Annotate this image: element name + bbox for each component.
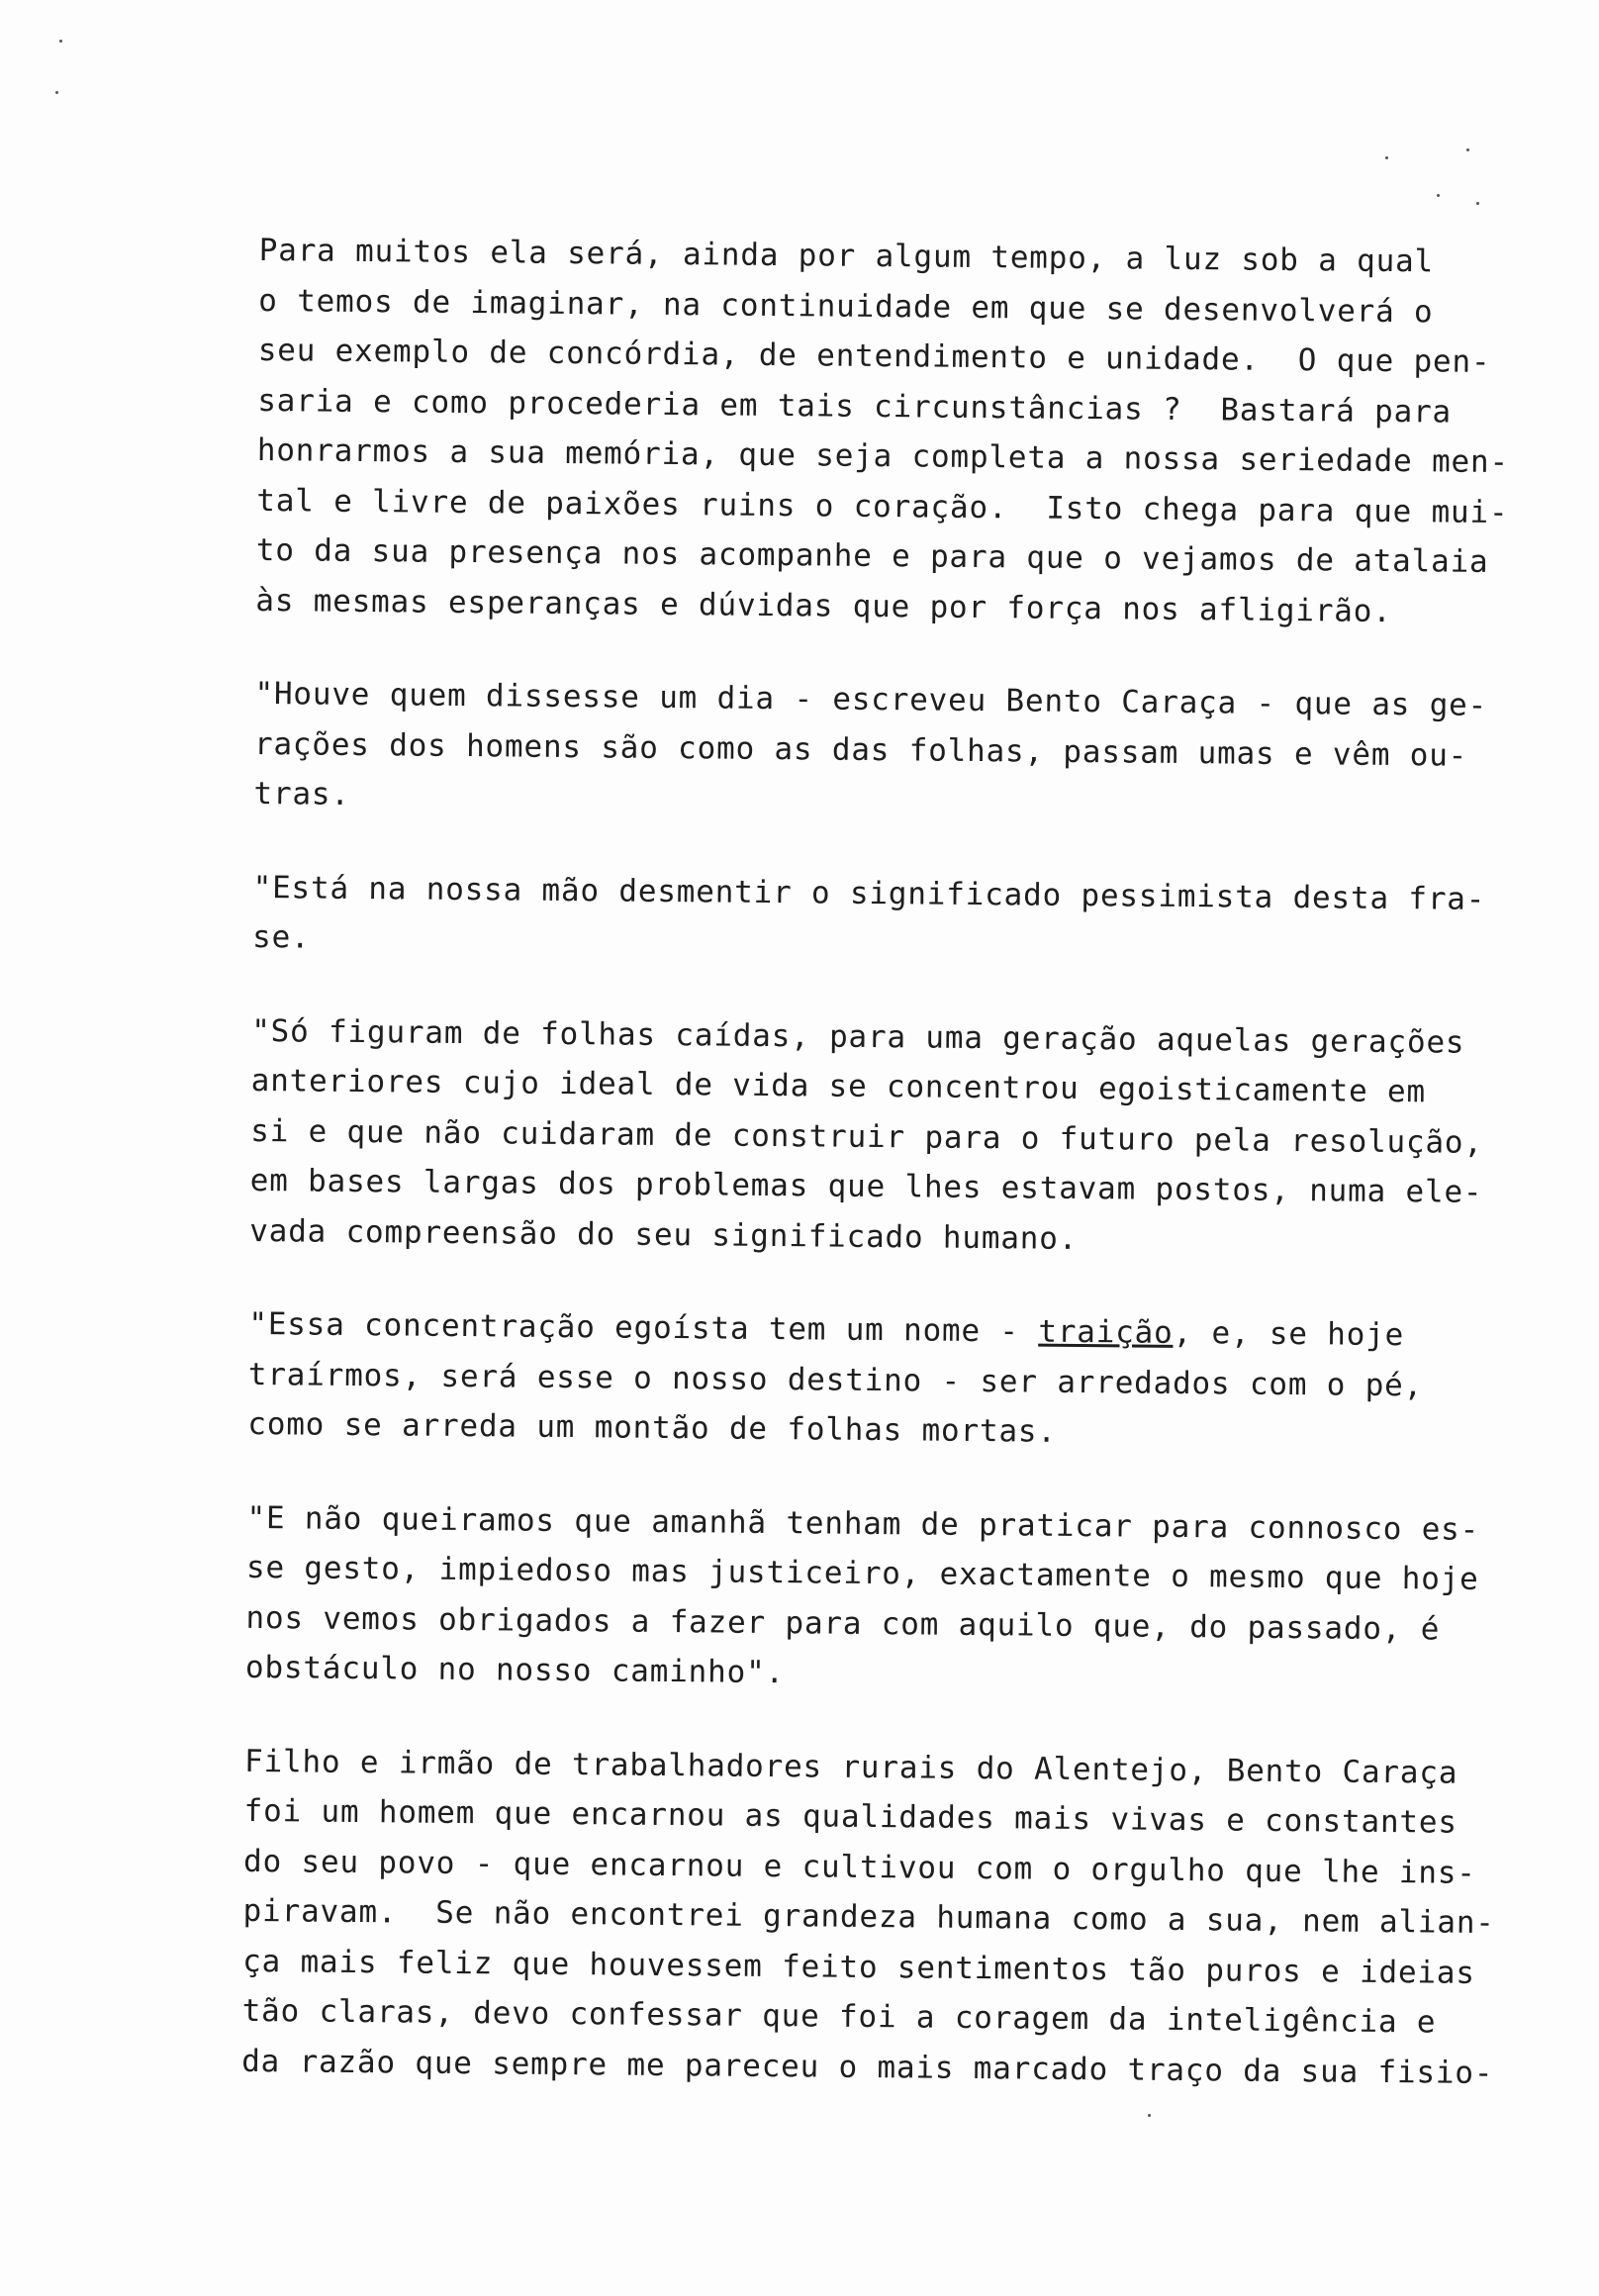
text-line: "Só figuram de folhas caídas, para uma geração aquelas gerações (251, 1012, 1465, 1061)
text-line: se. (251, 918, 311, 956)
paper-speck (1148, 2114, 1151, 2117)
text-line: nos vemos obrigados a fazer para com aquilo que, do passado, é (245, 1599, 1441, 1648)
text-line: tal e livre de paixões ruins o coração. Isto chega para que mui- (256, 482, 1509, 530)
text-line: traírmos, será esse o nosso destino - ser arredados com o pé, (247, 1356, 1424, 1403)
text-line: saria e como procederia em tais circunstâncias ? Bastará para (257, 382, 1453, 430)
text-segment: "Essa concentração egoísta tem um nome - (248, 1305, 1039, 1350)
text-line: do seu povo - que encarnou e cultivou com o orgulho que lhe ins- (242, 1843, 1476, 1891)
text-line: honrarmos a sua memória, que seja completa a nossa seriedade men- (256, 431, 1510, 481)
text-line: vada compreensão do seu significado humano. (249, 1212, 1079, 1257)
paragraph-6 (245, 1492, 1593, 1705)
text-line: "Houve quem dissesse um dia - escreveu Bento Caraça - que as ge- (254, 675, 1488, 723)
text-line: o temos de imaginar, na continuidade em que se desenvolverá o (258, 282, 1434, 330)
paragraph-7 (241, 1736, 1590, 2099)
text-line: foi um homem que encarnou as qualidades mais vivas e constantes (243, 1792, 1458, 1841)
paper-speck (55, 91, 58, 94)
text-line: como se arreda um montão de folhas mortas. (247, 1405, 1057, 1450)
paper-speck (1437, 194, 1440, 197)
paragraph-4 (249, 1005, 1597, 1269)
text-line: anteriores cujo ideal de vida se concentrou egoisticamente em (250, 1062, 1427, 1110)
paper-speck (1466, 148, 1469, 151)
paragraph-3 (252, 862, 1599, 975)
body-text (241, 226, 1599, 2099)
underlined-word: traição (1038, 1313, 1174, 1351)
text-line: tras. (253, 775, 350, 813)
text-line: Filho e irmão de trabalhadores rurais do Alentejo, Bento Caraça (243, 1743, 1458, 1791)
text-segment: , e, se hoje (1173, 1314, 1405, 1354)
text-line: piravam. Se não encontrei grandeza humana como a sua, nem alian- (242, 1892, 1495, 1942)
text-line: to da sua presença nos acompanhe e para que o vejamos de atalaia (255, 531, 1489, 580)
text-line: da razão que sempre me pareceu o mais marcado traço da sua fisio- (241, 2043, 1494, 2091)
text-line: "E não queiramos que amanhã tenham de praticar para connosco es- (246, 1499, 1480, 1548)
text-line: Para muitos ela será, ainda por algum tempo, a luz sob a qual (258, 232, 1435, 280)
text-line: se gesto, impiedoso mas justiceiro, exactamente o mesmo que hoje (245, 1549, 1479, 1597)
text-line: si e que não cuidaram de construir para o futuro pela resolução, (250, 1112, 1484, 1161)
text-line: obstáculo no nosso caminho". (244, 1649, 786, 1691)
text-line: "Está na nossa mão desmentir o significado pessimista desta fra- (252, 869, 1486, 917)
paragraph-2 (253, 669, 1599, 832)
paper-speck (1476, 202, 1479, 205)
text-line: rações dos homens são como as das folhas, passam umas e vêm ou- (253, 725, 1468, 774)
paragraph-1 (255, 226, 1599, 638)
paper-speck (59, 40, 62, 43)
paragraph-5 (247, 1299, 1594, 1463)
text-line: em bases largas dos problemas que lhes estavam postos, numa ele- (249, 1162, 1483, 1210)
text-line: tão claras, devo confessar que foi a coragem da inteligência e (241, 1992, 1437, 2041)
paper-speck (1385, 156, 1388, 159)
text-line: seu exemplo de concórdia, de entendimento e unidade. O que pen- (257, 332, 1491, 380)
text-line: às mesmas esperanças e dúvidas que por força nos afligirão. (255, 582, 1392, 629)
text-line: ça mais feliz que houvessem feito sentimentos tão puros e ideias (241, 1943, 1475, 1991)
